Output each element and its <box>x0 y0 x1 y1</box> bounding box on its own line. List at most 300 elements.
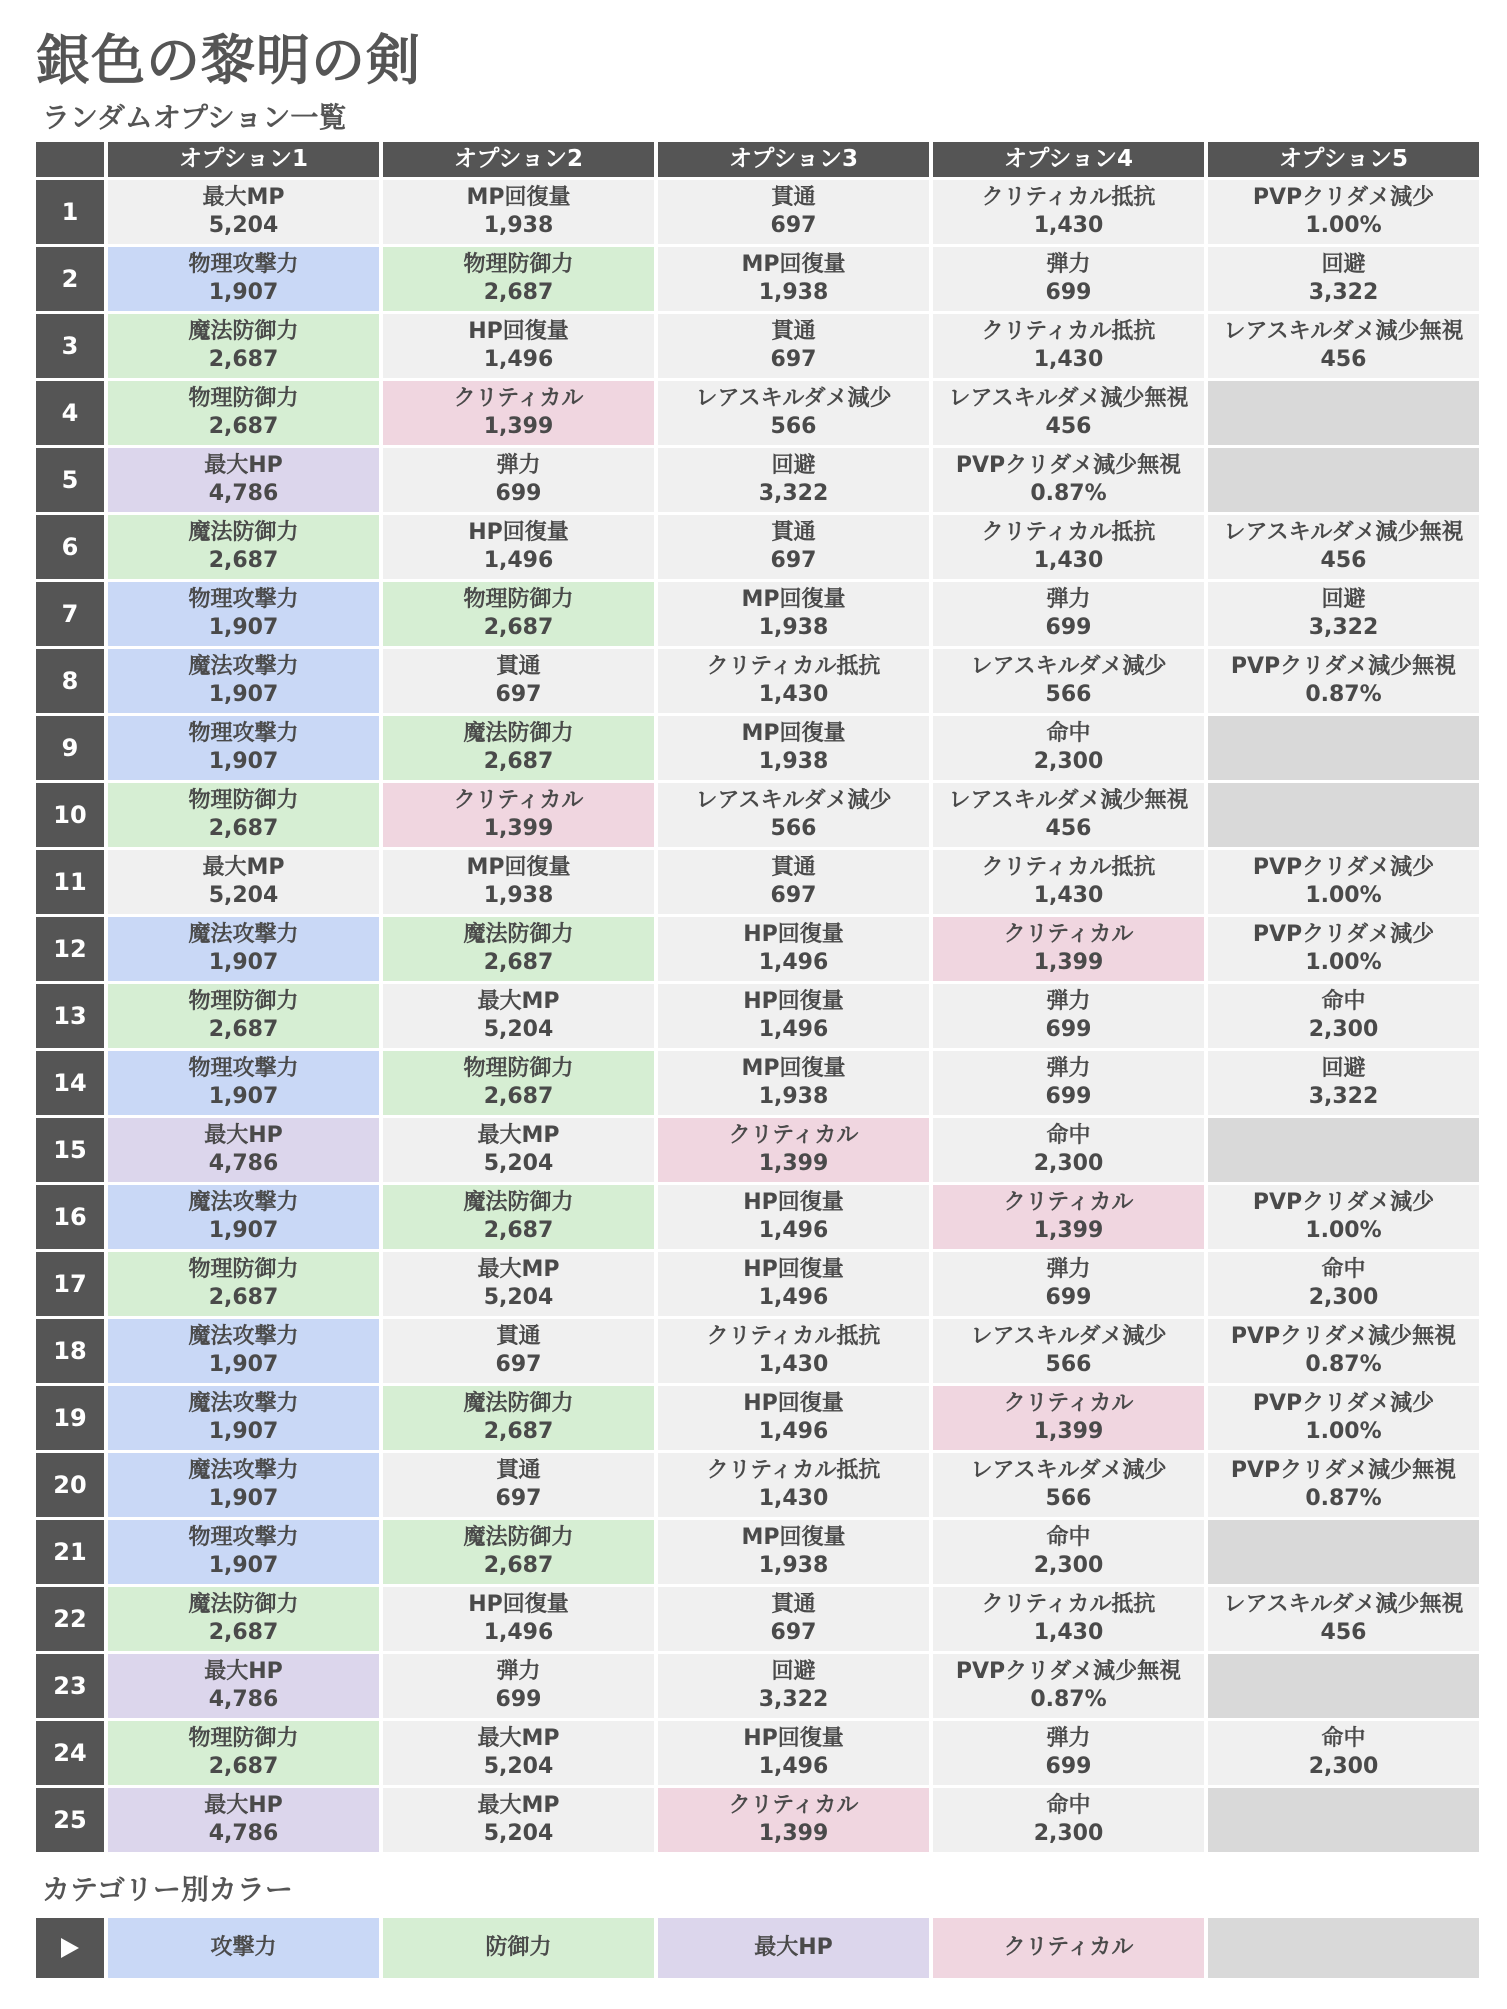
option-value: 2,687 <box>483 1553 554 1578</box>
option-name: 魔法攻撃力 <box>188 1190 299 1215</box>
option-value: 1,907 <box>208 950 279 975</box>
option-value: 697 <box>770 347 817 372</box>
option-cell <box>383 448 654 512</box>
row-number: 19 <box>36 1386 104 1450</box>
option-value: 1,938 <box>483 883 554 908</box>
option-cell <box>108 1654 379 1718</box>
option-cell <box>108 381 379 445</box>
option-value: 1,430 <box>1033 883 1104 908</box>
option-cell <box>108 1721 379 1785</box>
option-value: 1,430 <box>758 1352 829 1377</box>
option-cell <box>658 314 929 378</box>
option-value: 697 <box>770 883 817 908</box>
row-number: 10 <box>36 783 104 847</box>
empty-option-cell <box>1208 716 1479 780</box>
option-cell <box>933 314 1204 378</box>
option-name: 物理攻撃力 <box>188 252 299 277</box>
option-cell <box>1208 314 1479 378</box>
option-cell <box>658 1721 929 1785</box>
option-cell <box>933 917 1204 981</box>
option-value: 2,687 <box>483 1419 554 1444</box>
option-name: 弾力 <box>496 453 541 478</box>
option-cell <box>108 1386 379 1450</box>
option-cell <box>933 1453 1204 1517</box>
table-header-option-2: オプション2 <box>383 142 654 177</box>
option-cell <box>108 850 379 914</box>
option-name: HP回復量 <box>743 922 844 947</box>
option-name: 最大MP <box>477 1793 560 1818</box>
option-name: クリティカル抵抗 <box>706 654 881 679</box>
option-cell <box>108 1453 379 1517</box>
option-cell <box>383 1788 654 1852</box>
option-value: 1,496 <box>758 950 829 975</box>
option-cell <box>933 1185 1204 1249</box>
option-name: 最大MP <box>202 185 285 210</box>
option-value: 566 <box>770 414 817 439</box>
option-name: HP回復量 <box>468 520 569 545</box>
option-value: 2,687 <box>208 1017 279 1042</box>
row-number: 8 <box>36 649 104 713</box>
option-value: 2,687 <box>483 280 554 305</box>
option-name: 物理防御力 <box>188 989 299 1014</box>
option-name: 魔法防御力 <box>463 1391 574 1416</box>
option-cell <box>1208 850 1479 914</box>
option-cell <box>1208 1386 1479 1450</box>
option-name: 最大HP <box>204 453 283 478</box>
option-cell <box>108 649 379 713</box>
option-name: 回避 <box>1321 587 1366 612</box>
option-name: 貫通 <box>771 520 816 545</box>
option-name: 最大MP <box>477 1726 560 1751</box>
option-value: 2,300 <box>1033 1151 1104 1176</box>
option-value: 697 <box>770 548 817 573</box>
option-value: 0.87% <box>1305 1352 1382 1377</box>
option-cell <box>383 1587 654 1651</box>
option-value: 0.87% <box>1030 1687 1107 1712</box>
empty-option-cell <box>1208 1520 1479 1584</box>
option-name: 貫通 <box>496 654 541 679</box>
option-value: 2,687 <box>208 347 279 372</box>
table-header-option-3: オプション3 <box>658 142 929 177</box>
option-name: レアスキルダメ減少 <box>970 654 1167 679</box>
option-cell <box>1208 649 1479 713</box>
empty-option-cell <box>1208 1788 1479 1852</box>
option-value: 1,430 <box>1033 1620 1104 1645</box>
option-value: 456 <box>1320 347 1367 372</box>
option-cell <box>933 783 1204 847</box>
option-name: PVPクリダメ減少 <box>1252 1391 1435 1416</box>
row-number: 2 <box>36 247 104 311</box>
table-header-option-4: オプション4 <box>933 142 1204 177</box>
option-name: PVPクリダメ減少 <box>1252 1190 1435 1215</box>
option-cell <box>933 1587 1204 1651</box>
option-value: 5,204 <box>208 213 279 238</box>
empty-option-cell <box>1208 1654 1479 1718</box>
option-value: 1.00% <box>1305 1218 1382 1243</box>
option-cell <box>108 1118 379 1182</box>
option-name: 命中 <box>1321 1257 1366 1282</box>
option-name: 弾力 <box>1046 1726 1091 1751</box>
page-title: 銀色の黎明の剣 <box>36 29 421 92</box>
option-cell <box>1208 1252 1479 1316</box>
option-name: PVPクリダメ減少 <box>1252 855 1435 880</box>
option-cell <box>383 1319 654 1383</box>
option-value: 2,687 <box>483 749 554 774</box>
option-name: MP回復量 <box>741 1056 846 1081</box>
option-value: 1,907 <box>208 1084 279 1109</box>
option-cell <box>108 448 379 512</box>
row-number: 7 <box>36 582 104 646</box>
row-number: 25 <box>36 1788 104 1852</box>
option-name: 魔法防御力 <box>463 922 574 947</box>
option-cell <box>658 716 929 780</box>
row-number: 4 <box>36 381 104 445</box>
option-value: 2,300 <box>1308 1017 1379 1042</box>
option-name: クリティカル <box>1003 1190 1134 1215</box>
option-name: クリティカル抵抗 <box>981 520 1156 545</box>
option-value: 5,204 <box>483 1285 554 1310</box>
option-cell <box>933 850 1204 914</box>
option-name: 物理防御力 <box>463 1056 574 1081</box>
option-value: 566 <box>770 816 817 841</box>
empty-option-cell <box>1208 783 1479 847</box>
option-cell <box>658 850 929 914</box>
option-cell <box>1208 582 1479 646</box>
option-value: 3,322 <box>1308 615 1379 640</box>
option-cell <box>108 314 379 378</box>
row-number: 14 <box>36 1051 104 1115</box>
table-header-option-5: オプション5 <box>1208 142 1479 177</box>
option-cell <box>933 1654 1204 1718</box>
option-value: 2,687 <box>208 548 279 573</box>
row-number: 21 <box>36 1520 104 1584</box>
option-value: 1,907 <box>208 615 279 640</box>
legend-swatch-crit: クリティカル <box>933 1918 1204 1978</box>
option-value: 699 <box>1045 615 1092 640</box>
row-number: 15 <box>36 1118 104 1182</box>
option-cell <box>383 1118 654 1182</box>
option-cell <box>108 582 379 646</box>
option-name: 魔法防御力 <box>188 319 299 344</box>
option-value: 0.87% <box>1030 481 1107 506</box>
option-value: 1.00% <box>1305 950 1382 975</box>
option-cell <box>383 1051 654 1115</box>
option-value: 699 <box>1045 1285 1092 1310</box>
option-value: 4,786 <box>208 481 279 506</box>
option-value: 2,300 <box>1033 1821 1104 1846</box>
option-name: MP回復量 <box>741 721 846 746</box>
option-cell <box>108 917 379 981</box>
option-value: 2,300 <box>1308 1754 1379 1779</box>
option-cell <box>658 1051 929 1115</box>
option-value: 1,938 <box>483 213 554 238</box>
option-value: 697 <box>770 1620 817 1645</box>
row-number: 11 <box>36 850 104 914</box>
option-value: 566 <box>1045 682 1092 707</box>
option-value: 697 <box>495 1486 542 1511</box>
option-cell <box>383 1654 654 1718</box>
option-name: 魔法攻撃力 <box>188 654 299 679</box>
option-name: 物理防御力 <box>188 788 299 813</box>
option-name: 回避 <box>1321 252 1366 277</box>
option-name: レアスキルダメ減少 <box>970 1324 1167 1349</box>
option-cell <box>108 1520 379 1584</box>
option-value: 2,687 <box>208 1620 279 1645</box>
option-value: 1,496 <box>758 1218 829 1243</box>
option-value: 2,687 <box>483 615 554 640</box>
option-value: 3,322 <box>758 481 829 506</box>
option-value: 3,322 <box>758 1687 829 1712</box>
option-name: 貫通 <box>496 1458 541 1483</box>
option-name: PVPクリダメ減少無視 <box>955 1659 1182 1684</box>
option-name: 弾力 <box>1046 1257 1091 1282</box>
option-cell <box>658 1587 929 1651</box>
row-number: 9 <box>36 716 104 780</box>
option-value: 1,399 <box>483 414 554 439</box>
legend-swatch-atk: 攻撃力 <box>108 1918 379 1978</box>
option-cell <box>383 515 654 579</box>
option-value: 697 <box>495 1352 542 1377</box>
option-cell <box>383 649 654 713</box>
option-value: 2,300 <box>1308 1285 1379 1310</box>
option-cell <box>383 783 654 847</box>
option-name: 魔法攻撃力 <box>188 922 299 947</box>
option-value: 1,399 <box>1033 950 1104 975</box>
option-name: レアスキルダメ減少無視 <box>948 788 1189 813</box>
option-value: 1,907 <box>208 1218 279 1243</box>
option-cell <box>658 1654 929 1718</box>
option-value: 1,399 <box>758 1821 829 1846</box>
option-cell <box>1208 1319 1479 1383</box>
option-value: 1.00% <box>1305 883 1382 908</box>
option-value: 1,938 <box>758 1553 829 1578</box>
option-cell <box>1208 247 1479 311</box>
option-name: 回避 <box>1321 1056 1366 1081</box>
option-value: 5,204 <box>483 1017 554 1042</box>
option-name: 貫通 <box>771 855 816 880</box>
option-cell <box>658 1118 929 1182</box>
option-name: クリティカル <box>453 788 584 813</box>
legend-swatch-empty <box>1208 1918 1479 1978</box>
option-name: 魔法防御力 <box>463 1525 574 1550</box>
option-name: 物理防御力 <box>188 1726 299 1751</box>
table-header-corner <box>36 142 104 177</box>
option-name: 弾力 <box>1046 989 1091 1014</box>
option-name: HP回復量 <box>468 1592 569 1617</box>
option-name: クリティカル <box>728 1123 859 1148</box>
option-value: 1,907 <box>208 280 279 305</box>
option-value: 1,496 <box>758 1017 829 1042</box>
option-name: 物理防御力 <box>463 587 574 612</box>
option-name: HP回復量 <box>468 319 569 344</box>
option-value: 1,907 <box>208 682 279 707</box>
option-name: 物理防御力 <box>463 252 574 277</box>
option-cell <box>108 1185 379 1249</box>
option-cell <box>658 1453 929 1517</box>
option-name: 魔法防御力 <box>463 1190 574 1215</box>
option-name: PVPクリダメ減少無視 <box>955 453 1182 478</box>
option-name: 回避 <box>771 453 816 478</box>
option-cell <box>108 1788 379 1852</box>
options-table <box>36 142 1463 1852</box>
option-value: 1,907 <box>208 1419 279 1444</box>
option-name: 貫通 <box>496 1324 541 1349</box>
legend-swatch-hp: 最大HP <box>658 1918 929 1978</box>
option-value: 1,496 <box>483 548 554 573</box>
option-cell <box>1208 1051 1479 1115</box>
option-name: HP回復量 <box>743 1257 844 1282</box>
option-name: 命中 <box>1321 1726 1366 1751</box>
option-cell <box>1208 1185 1479 1249</box>
option-cell <box>933 582 1204 646</box>
empty-option-cell <box>1208 381 1479 445</box>
empty-option-cell <box>1208 1118 1479 1182</box>
category-legend <box>36 1918 1463 1978</box>
option-value: 699 <box>1045 1754 1092 1779</box>
option-name: レアスキルダメ減少 <box>695 386 892 411</box>
option-value: 1,496 <box>758 1285 829 1310</box>
option-cell <box>108 247 379 311</box>
option-value: 1,496 <box>483 347 554 372</box>
option-value: 1,399 <box>1033 1218 1104 1243</box>
option-cell <box>658 1319 929 1383</box>
option-value: 2,687 <box>483 1084 554 1109</box>
option-value: 4,786 <box>208 1151 279 1176</box>
option-name: 物理攻撃力 <box>188 587 299 612</box>
option-cell <box>383 1252 654 1316</box>
option-name: 最大HP <box>204 1123 283 1148</box>
option-name: 物理防御力 <box>188 1257 299 1282</box>
option-value: 4,786 <box>208 1821 279 1846</box>
option-cell <box>933 984 1204 1048</box>
option-name: 命中 <box>1046 721 1091 746</box>
option-value: 1,430 <box>1033 347 1104 372</box>
option-cell <box>383 180 654 244</box>
option-name: PVPクリダメ減少無視 <box>1230 1458 1457 1483</box>
option-value: 456 <box>1320 1620 1367 1645</box>
option-name: クリティカル抵抗 <box>981 319 1156 344</box>
option-cell <box>658 917 929 981</box>
option-name: 弾力 <box>1046 1056 1091 1081</box>
option-cell <box>658 247 929 311</box>
option-cell <box>383 1520 654 1584</box>
option-cell <box>1208 180 1479 244</box>
option-cell <box>933 1118 1204 1182</box>
option-cell <box>658 1788 929 1852</box>
option-name: クリティカル <box>728 1793 859 1818</box>
option-cell <box>383 1721 654 1785</box>
option-value: 456 <box>1045 414 1092 439</box>
row-number: 12 <box>36 917 104 981</box>
option-cell <box>658 1185 929 1249</box>
option-value: 1.00% <box>1305 213 1382 238</box>
option-name: レアスキルダメ減少 <box>695 788 892 813</box>
option-cell <box>383 984 654 1048</box>
option-cell <box>933 1051 1204 1115</box>
row-number: 22 <box>36 1587 104 1651</box>
row-number: 23 <box>36 1654 104 1718</box>
option-value: 1,496 <box>758 1754 829 1779</box>
option-value: 3,322 <box>1308 1084 1379 1109</box>
option-value: 1,938 <box>758 280 829 305</box>
option-value: 0.87% <box>1305 682 1382 707</box>
option-name: PVPクリダメ減少無視 <box>1230 654 1457 679</box>
option-name: MP回復量 <box>741 252 846 277</box>
option-cell <box>108 716 379 780</box>
option-name: レアスキルダメ減少無視 <box>1223 520 1464 545</box>
option-value: 566 <box>1045 1352 1092 1377</box>
option-value: 1,938 <box>758 749 829 774</box>
option-cell <box>658 1252 929 1316</box>
option-name: MP回復量 <box>741 587 846 612</box>
option-value: 1,907 <box>208 749 279 774</box>
option-cell <box>933 1520 1204 1584</box>
option-cell <box>933 1319 1204 1383</box>
option-name: クリティカル抵抗 <box>981 1592 1156 1617</box>
option-value: 456 <box>1045 816 1092 841</box>
option-cell <box>933 1788 1204 1852</box>
legend-swatch-def: 防御力 <box>383 1918 654 1978</box>
option-value: 1,399 <box>758 1151 829 1176</box>
option-cell <box>108 1051 379 1115</box>
option-name: レアスキルダメ減少無視 <box>948 386 1189 411</box>
option-cell <box>108 783 379 847</box>
option-name: 魔法防御力 <box>188 520 299 545</box>
option-name: HP回復量 <box>743 1190 844 1215</box>
option-value: 3,322 <box>1308 280 1379 305</box>
option-cell <box>383 1386 654 1450</box>
option-name: 魔法攻撃力 <box>188 1458 299 1483</box>
option-cell <box>933 1386 1204 1450</box>
option-cell <box>383 582 654 646</box>
option-cell <box>1208 1721 1479 1785</box>
option-value: 2,687 <box>483 1218 554 1243</box>
option-value: 5,204 <box>208 883 279 908</box>
option-value: 2,687 <box>208 816 279 841</box>
option-name: 弾力 <box>1046 252 1091 277</box>
option-name: PVPクリダメ減少 <box>1252 922 1435 947</box>
option-value: 566 <box>1045 1486 1092 1511</box>
option-name: 命中 <box>1046 1123 1091 1148</box>
option-name: クリティカル <box>1003 922 1134 947</box>
option-cell <box>933 1721 1204 1785</box>
row-number: 17 <box>36 1252 104 1316</box>
row-number: 16 <box>36 1185 104 1249</box>
legend-title: カテゴリー別カラー <box>42 1873 293 1906</box>
option-value: 699 <box>495 1687 542 1712</box>
option-name: 物理攻撃力 <box>188 721 299 746</box>
option-name: HP回復量 <box>743 989 844 1014</box>
option-cell <box>658 783 929 847</box>
option-value: 2,300 <box>1033 749 1104 774</box>
option-cell <box>933 180 1204 244</box>
option-value: 1,496 <box>758 1419 829 1444</box>
option-cell <box>933 515 1204 579</box>
option-name: 命中 <box>1046 1793 1091 1818</box>
play-icon <box>36 1918 104 1978</box>
option-value: 1,938 <box>758 615 829 640</box>
option-value: 1,399 <box>1033 1419 1104 1444</box>
option-value: 2,687 <box>208 1285 279 1310</box>
option-cell <box>658 515 929 579</box>
option-value: 697 <box>495 682 542 707</box>
option-value: 1,907 <box>208 1553 279 1578</box>
option-name: 最大MP <box>477 1123 560 1148</box>
option-cell <box>108 180 379 244</box>
row-number: 1 <box>36 180 104 244</box>
option-name: 最大HP <box>204 1659 283 1684</box>
option-value: 1,938 <box>758 1084 829 1109</box>
